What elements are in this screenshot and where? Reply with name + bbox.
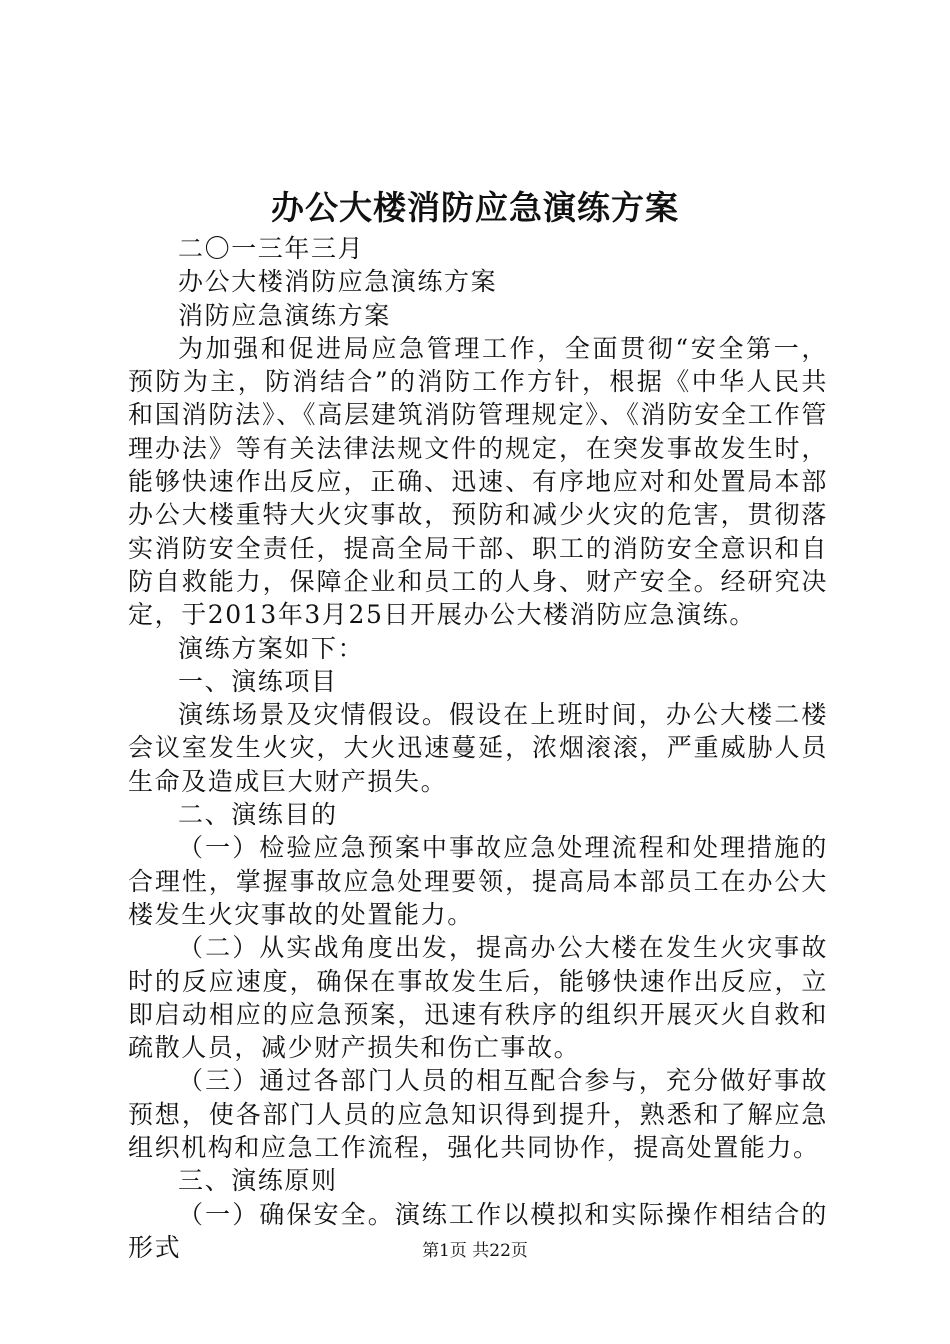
paragraph-scenario: 演练场景及灾情假设。假设在上班时间，办公大楼二楼会议室发生火灾，大火迅速蔓延，浓烟滚滚，严重威胁人员生命及造成巨大财产损失。 xyxy=(128,700,828,796)
paragraph-date: 二〇一三年三月 xyxy=(178,234,365,263)
document-title: 办公大楼消防应急演练方案 xyxy=(271,188,679,227)
paragraph-purpose-2: （二）从实战角度出发，提高办公大楼在发生火灾事故时的反应速度，确保在事故发生后，能够快速作出反应，立即启动相应的应急预案，迅速有秩序的组织开展灭火自救和疏散人员，减少财产损失和伤亡事故。 xyxy=(128,933,828,1063)
section-heading-2: 二、演练目的 xyxy=(178,800,338,830)
section-heading-1: 一、演练项目 xyxy=(178,666,338,696)
paragraph-subtitle: 办公大楼消防应急演练方案 xyxy=(178,267,498,297)
paragraph-principle-1: （一）确保安全。演练工作以模拟和实际操作相结合的形式 xyxy=(128,1199,828,1262)
section-heading-3: 三、演练原则 xyxy=(178,1166,338,1196)
paragraph-intro: 为加强和促进局应急管理工作，全面贯彻“安全第一，预防为主，防消结合”的消防工作方针，根据《中华人民共和国消防法》、《高层建筑消防管理规定》、《消防安全工作管理办法》等有关法律法规文件的规定，在突发事故发生时，能够快速作出反应，正确、迅速、有序地应对和处置局本部办公大楼重特大火灾事故，预防和减少火灾的危害，贯彻落实消防安全责任，提高全局干部、职工的消防安全意识和自防自救能力，保障企业和员工的人身、财产安全。经研究决定，于2013年3月25日开展办公大楼消防应急演练。 xyxy=(128,333,828,630)
page-footer: 第1页 共22页 xyxy=(422,1241,528,1261)
paragraph-plan-lead: 演练方案如下： xyxy=(178,633,365,663)
paragraph-purpose-3: （三）通过各部门人员的相互配合参与，充分做好事故预想，使各部门人员的应急知识得到提升，熟悉和了解应急组织机构和应急工作流程，强化共同协作，提高处置能力。 xyxy=(128,1066,828,1163)
paragraph-subtitle-2: 消防应急演练方案 xyxy=(178,300,391,330)
document-body xyxy=(128,232,828,1264)
paragraph-purpose-1: （一）检验应急预案中事故应急处理流程和处理措施的合理性，掌握事故应急处理要领，提高局本部员工在办公大楼发生火灾事故的处置能力。 xyxy=(128,833,828,929)
